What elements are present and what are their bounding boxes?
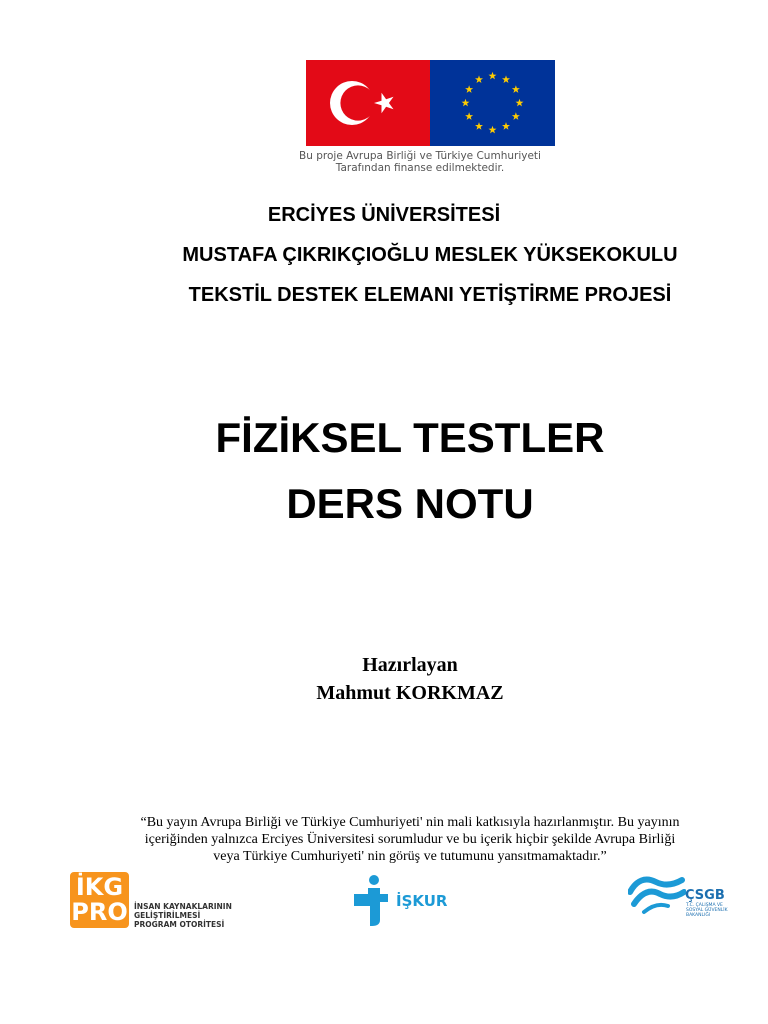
school-name: MUSTAFA ÇIKRIKÇIOĞLU MESLEK YÜKSEKOKULU [182, 244, 678, 266]
funding-caption-line2: Tarafından finanse edilmektedir. [335, 162, 505, 174]
disclaimer-line2: içeriğinden yalnızca Erciyes Üniversitesi sorumludur ve bu içerik hiçbir şekilde Avrupa Birliği [144, 832, 676, 847]
ikg-text-line2: GELİŞTİRİLMESİ [134, 911, 201, 920]
document-title-line2: DERS NOTU [286, 480, 534, 527]
eu-flag [430, 60, 555, 146]
ikg-mark-bottom: PRO [71, 898, 128, 926]
csgb-subtext [686, 903, 728, 918]
flags-logo [306, 60, 555, 146]
csgb-sub-line2: SOSYAL GÜVENLİK [686, 908, 728, 913]
csgb-sub-line1: T.C. ÇALIŞMA VE [686, 903, 723, 908]
author-label: Hazırlayan [362, 654, 458, 676]
iskur-logo [352, 874, 464, 928]
author-name: Mahmut KORKMAZ [316, 682, 504, 704]
ikg-text [134, 902, 232, 929]
iskur-mark-icon [352, 874, 392, 928]
csgb-mark-icon [628, 872, 686, 916]
disclaimer-line1: “Bu yayın Avrupa Birliği ve Türkiye Cumhuriyeti' nin mali katkısıyla hazırlanmıştır. Bu yayının [140, 815, 680, 830]
csgb-logo [628, 872, 743, 928]
csgb-sub-line3: BAKANLIĞI [686, 913, 711, 918]
ikg-mark-top: İKG [75, 873, 124, 901]
iskur-name: İŞKUR [396, 892, 448, 910]
funding-caption-line1: Bu proje Avrupa Birliği ve Türkiye Cumhuriyeti [299, 150, 541, 162]
csgb-name: ÇSGB [685, 888, 725, 903]
disclaimer-line3: veya Türkiye Cumhuriyeti' nin görüş ve tutumunu yansıtmamaktadır.” [213, 849, 607, 864]
project-name: TEKSTİL DESTEK ELEMANI YETİŞTİRME PROJESİ [188, 284, 672, 306]
document-title-line1: FİZİKSEL TESTLER [215, 414, 605, 461]
ikg-pro-logo [70, 872, 232, 930]
ikg-mark [70, 872, 129, 928]
ikg-text-line3: PROGRAM OTORİTESİ [134, 920, 225, 929]
ikg-text-line1: İNSAN KAYNAKLARININ [134, 902, 232, 911]
university-name: ERCİYES ÜNİVERSİTESİ [267, 204, 501, 226]
turkey-flag [306, 60, 431, 146]
